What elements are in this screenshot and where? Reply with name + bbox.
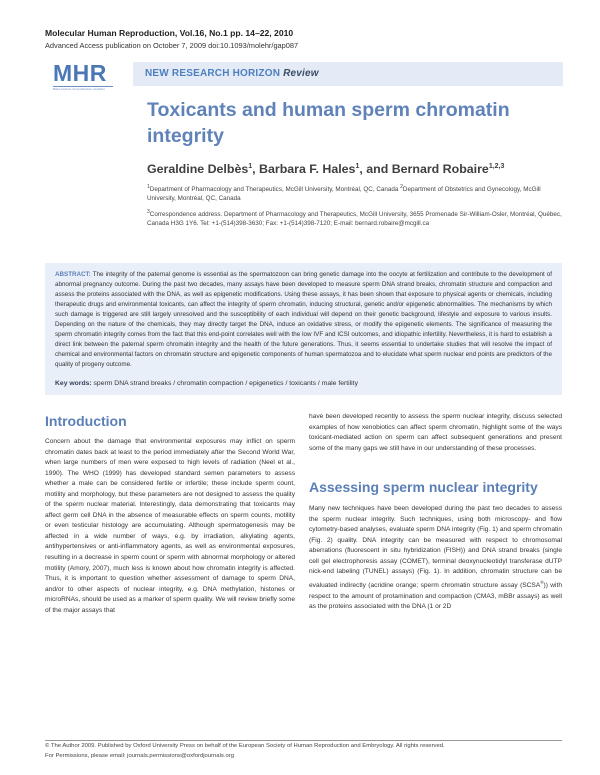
- correspondence: $^3$Correspondence address. Department of Pharmacology and Therapeutics, McGill University, 3655 Promenade Sir-William-Osler, Montréal, Québec, Canada H3G 1Y6. Tel: +1-(514)398-3630; Fax: +1-(514)398-7120; E-mail: bernard.robaire@mcgill.ca: [147, 209, 562, 228]
- journal-citation: Molecular Human Reproduction, Vol.16, No.1 pp. 14–22, 2010: [45, 28, 294, 38]
- journal-logo: [45, 59, 122, 92]
- abstract-text: ABSTRACT: The integrity of the paternal genome is essential as the spermatozoon can bring genetic damage into the oocyte at fertilization and contribute to the development of abnormal pregnancy outcome. During the past two decades, many assays have been developed to measure sperm DNA strand breaks, chromatin structure and compaction and assess the proteins associated with the DNA, as well as epigenetic modifications. Using these assays, it has been shown that exposure to physical agents or chemicals, including therapeutic drugs and environmental toxicants, can affect the integrity of sperm chromatin, inducing structural, genetic and/or epigenetic abnormalities. The mechanisms by which such damage is triggered are still largely unresolved and the susceptibility of each individual will depend on their genetic background, lifestyle and exposure to various insults. Depending on the nature of the chemicals, they may directly target the DNA, induce an oxidative stress, or modify the epigenetic elements. The significance of measuring the sperm chromatin integrity comes from the fact that this end-point correlates well with the low IVF and ICSI outcomes, and idiopathic infertility. Nevertheless, it is hard to establish a direct link between the paternal sperm chromatin integrity and the health of the future generations. Thus, it seems essential to undertake studies that will resolve the impact of chemical and environmental factors on chromatin structure and epigenetic components of human spermatozoa and to elucidate what sperm nuclear end points are predictors of the quality of progeny outcome.: [55, 271, 552, 368]
- keywords-label: Key words:: [55, 380, 92, 387]
- author-list: Geraldine Delbès$^1$, Barbara F. Hales$^1$, and Bernard Robaire$^{1,2,3}$: [147, 162, 505, 176]
- author-name: Geraldine Delbès: [147, 162, 249, 176]
- footer-divider: [45, 740, 562, 741]
- section-banner: [133, 62, 563, 86]
- introduction-heading: Introduction: [45, 413, 127, 429]
- doi-line: Advanced Access publication on October 7, 2009 doi:10.1093/molehr/gap087: [45, 41, 299, 50]
- section-type: Review: [283, 68, 319, 79]
- left-column: [45, 412, 295, 616]
- keywords: Key words: sperm DNA strand breaks / chromatin compaction / epigenetics / toxicants / male fertility: [55, 380, 358, 387]
- logo-subtitle: Basic science of reproductive medicine: [53, 86, 113, 90]
- abstract-box: [45, 263, 562, 395]
- introduction-text: Concern about the damage that environmental exposures may inflict on sperm chromatin dates back at least to the period immediately after the Second World War, when large numbers of men were exposed to high levels of radiation (Neel et al., 1990). The WHO (1999) has developed standard semen parameters to assess whether a male can be considered fertile or infertile; these include sperm count, motility and morphology, but these parameters are not designed to assess the quality of the sperm nuclear material. Interestingly, data demonstrating that toxicants may affect germ cell DNA in the absence of measurable effects on sperm counts, motility or even testicular histology are accumulating. Although spermatogenesis may be affected in a wide number of ways, e.g. by irradiation, alkylating agents, antihypertensives or anti-inflammatory agents, as well as environmental exposures, resulting in a decrease in sperm count or sperm with abnormal morphology or altered motility (Amory, 2007), much less is known about how chromatin integrity is affected. Thus, it is important to question whether assessment of damage to sperm DNA, and/or to other aspects of nuclear integrity, e.g. DNA methylation, histones or microRNAs, should be used as a marker of sperm quality. We will review briefly some of the major assays that: [45, 438, 295, 614]
- author-name: Bernard Robaire: [391, 162, 489, 176]
- logo-text: MHR: [53, 60, 107, 86]
- assessing-text: Many new techniques have been developed during the past two decades to assess the sperm nuclear integrity. Such techniques, using both microscopy- and flow cytometry-based analyses, evaluate sperm DNA integrity (Fig. 1) and sperm chromatin (Fig. 2) quality. DNA integrity can be measured with respect to chromosomal aberrations (fluorescent in situ hybridization (FISH)) and DNA strand breaks (single cell gel electrophoresis assay (COMET), terminal deoxynucleotidyl transferase dUTP nick-end labeling (TUNEL) assays) (Fig. 1). In addition, chromatin structure can be evaluated indirectly (acridine orange; sperm chromatin structure assay (SCSA®)) with respect to the amount of protamination and compaction (CMA3, mBBr assays) as well as the proteins associated with the DNA (1 or 2D: [309, 505, 562, 611]
- affiliations: $^1$Department of Pharmacology and Therapeutics, McGill University, Montréal, QC, Canada $^2$Department of Obstetrics and Gynecology, McGill University, Montréal, QC, Canada: [147, 184, 541, 203]
- copyright-notice: © The Author 2009. Published by Oxford University Press on behalf of the European Society of Human Reproduction and Embryology. All rights reserved.: [45, 743, 445, 749]
- author-name: Barbara F. Hales: [259, 162, 356, 176]
- permissions-notice: For Permissions, please email: journals.permissions@oxfordjournals.org: [45, 753, 234, 759]
- assessing-heading: Assessing sperm nuclear integrity: [309, 479, 538, 496]
- introduction-continued: have been developed recently to assess the sperm nuclear integrity, discuss selected examples of how xenobiotics can affect sperm chromatin, highlight some of the ways toxicant-mediated action on sperm can affect subsequent generations and present some of the many gaps we still have in our understanding of these processes.: [309, 413, 562, 452]
- abstract-label: ABSTRACT:: [55, 271, 91, 278]
- article-title: Toxicants and human sperm chromatin integrity: [147, 99, 510, 147]
- right-column: [309, 412, 562, 613]
- section-label: NEW RESEARCH HORIZON Review: [145, 68, 319, 79]
